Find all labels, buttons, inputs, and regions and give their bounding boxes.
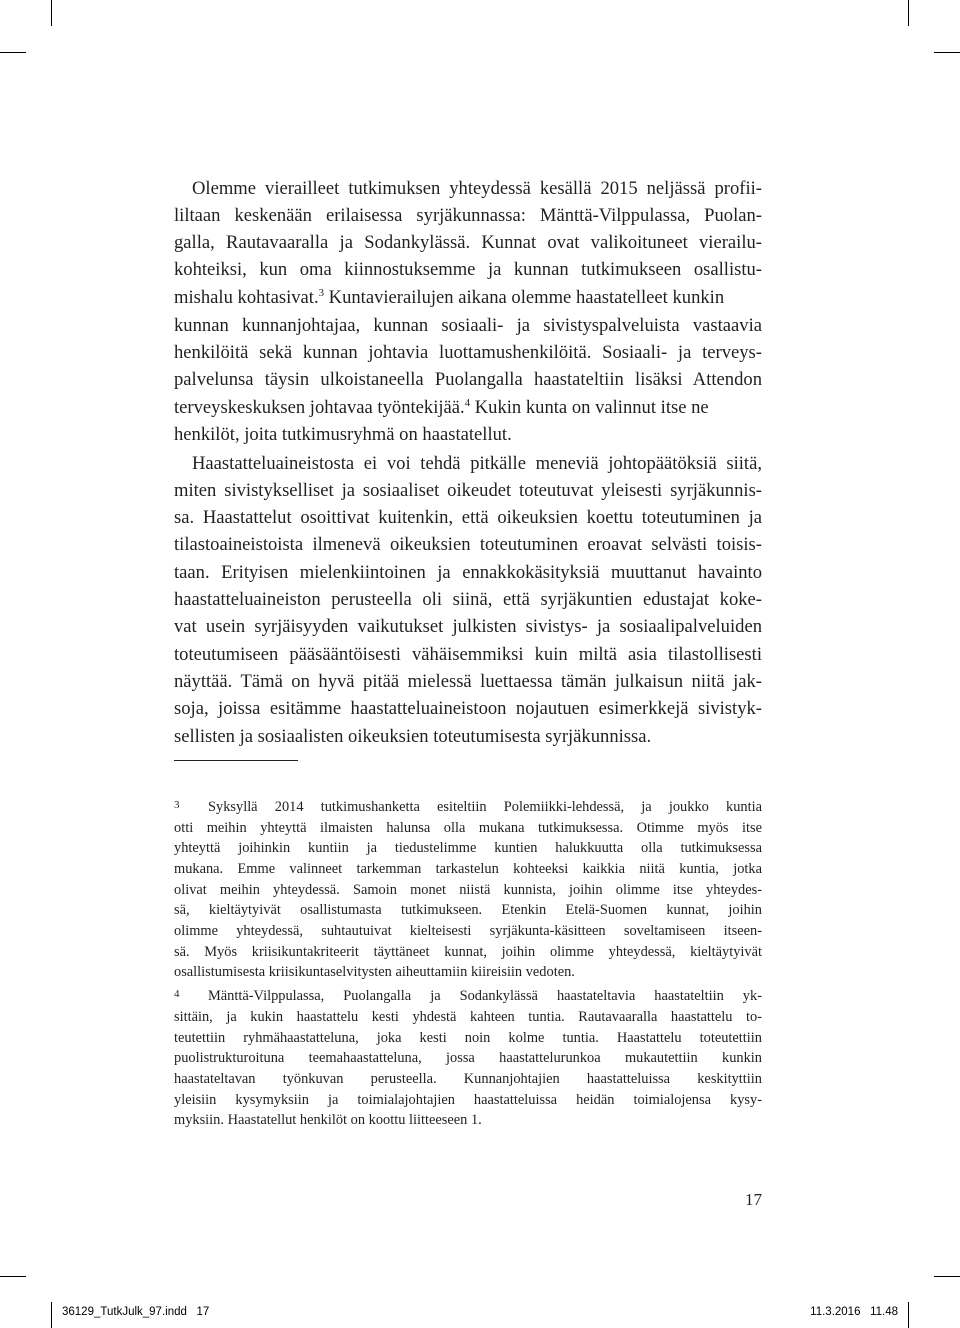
footnote-ref[interactable]: 3 [318, 287, 324, 299]
footnote-rule [174, 760, 298, 761]
crop-mark [51, 1302, 52, 1328]
footnote-line: mukana. Emme valinneet tarkemman tarkastelun kohteeksi kaikkia niitä kuntia, jotka [174, 861, 762, 877]
text-line: galla, Rautavaaralla ja Sodankylässä. Kunnat ovat valikoituneet vierailu- [174, 232, 762, 253]
text-line: kunnan kunnanjohtajaa, kunnan sosiaali- ja sivistyspalveluista vastaavia [174, 315, 762, 336]
text-line: sellisten ja sosiaalisten oikeuksien toteutumisesta syrjäkunnissa. [174, 726, 652, 747]
footnote-line: puolistrukturoituna teemahaastatteluna, jossa haastattelurunkoa mukautettiin kunkin [174, 1050, 762, 1066]
page-number: 17 [745, 1190, 762, 1209]
text-line: Olemme vierailleet tutkimuksen yhteydessä kesällä 2015 neljässä profii- [192, 178, 762, 199]
crop-mark [934, 52, 960, 53]
footnote-line: otti meihin yhteyttä ilmaisten halunsa olla mukana tutkimuksessa. Otimme myös itse [174, 820, 762, 836]
text-line: henkilöitä sekä kunnan johtavia luottamushenkilöitä. Sosiaali- ja terveys- [174, 342, 762, 363]
footnote-number: 3 [174, 799, 180, 811]
text-line: tilastoaineistoista ilmenevä oikeuksien toteutuminen eroavat selvästi toisis- [174, 534, 762, 555]
footnote-line: myksiin. Haastatellut henkilöt on koottu liitteeseen 1. [174, 1112, 482, 1128]
text-line: toteutumiseen pääsääntöisesti vähäisemmiksi kuin miltä asia tilastollisesti [174, 644, 762, 665]
text-line: palvelunsa täysin ulkoistaneella Puolangalla haastateltiin lisäksi Attendon [174, 369, 762, 390]
text-line: henkilöt, joita tutkimusryhmä on haastatellut. [174, 424, 512, 445]
text-line: haastatteluaineiston perusteella oli siinä, että syrjäkuntien edustajat koke- [174, 589, 762, 610]
crop-mark [0, 52, 26, 53]
crop-mark [934, 1276, 960, 1277]
footnote-line: yhteyttä joihinkin kuntiin ja tiedustelimme kuntien halukkuutta olla tutkimuksessa [174, 840, 762, 856]
text-line: sa. Haastattelut osoittivat kuitenkin, että oikeuksien koettu toteutuminen ja [174, 507, 762, 528]
footnote-line: haastateltavan työnkuvan perusteella. Kunnanjohtajien haastatteluissa keskityttiin [174, 1071, 762, 1087]
text-line: vat usein syrjäisyyden vaikutukset julkisten sivistys- ja sosiaalipalveluiden [174, 616, 762, 637]
footnote-line: olivat meihin yhteydessä. Samoin monet niistä kunnista, joihin olimme itse yhteydes- [174, 882, 762, 898]
footnote-line: teutettiin ryhmähaastatteluna, joka kesti noin kolme tuntia. Haastattelu toteutettiin [174, 1030, 762, 1046]
crop-mark [51, 0, 52, 26]
text-line: kohteiksi, kun oma kiinnostuksemme ja kunnan tutkimukseen osallistu- [174, 259, 762, 280]
text-line: terveyskeskuksen johtavaa työntekijää.$^4$ Kukin kunta on valinnut itse ne [174, 397, 709, 418]
footnote-line: olimme yhteydessä, suhtautuivat kielteisesti syrjäkunta-käsitteen soveltamiseen itseen- [174, 923, 762, 939]
crop-mark [908, 1302, 909, 1328]
footnote-line: sittäin, ja kukin haastattelu kesti yhdestä kahteen tuntia. Rautavaaralla haastattelu to- [174, 1009, 762, 1025]
text-line: soja, joissa esitämme haastatteluaineistoon nojautuen esimerkkejä sivistyk- [174, 698, 762, 719]
footnote-line: sä. Myös kriisikuntakriteerit täyttäneet kunnat, joihin olimme yhteydessä, kieltäytyivät [174, 944, 762, 960]
text-line: Haastatteluaineistosta ei voi tehdä pitkälle meneviä johtopäätöksiä siitä, [192, 453, 762, 474]
footnote-number: 4 [174, 988, 180, 1000]
slug-date: 11.3.2016 11.48 [810, 1306, 898, 1318]
crop-mark [908, 0, 909, 26]
footnote-line: Syksyllä 2014 tutkimushanketta esiteltiin Polemiikki-lehdessä, ja joukko kuntia [208, 799, 762, 815]
footnote-line: sä, kieltäytyivät osallistumasta tutkimukseen. Etenkin Etelä-Suomen kunnat, joihin [174, 902, 762, 918]
footnote-line: osallistumisesta kriisikuntaselvitysten aiheuttamiin kiireisiin vedoten. [174, 964, 575, 980]
text-line: mishalu kohtasivat.$^3$ Kuntavierailujen aikana olemme haastatelleet kunkin [174, 287, 725, 308]
footnote-line: yleisiin kysymyksiin ja toimialajohtajien haastatteluissa heidän toimialojensa kysy- [174, 1092, 762, 1108]
slug-filename: 36129_TutkJulk_97.indd 17 [62, 1306, 210, 1318]
crop-mark [0, 1276, 26, 1277]
footnote-ref[interactable]: 4 [464, 397, 471, 409]
text-line: liltaan keskenään erilaisessa syrjäkunnassa: Mänttä-Vilppulassa, Puolan- [174, 205, 762, 226]
text-line: taan. Erityisen mielenkiintoinen ja ennakkokäsityksiä muuttanut havainto [174, 562, 762, 583]
footnote-line: Mänttä-Vilppulassa, Puolangalla ja Sodankylässä haastateltavia haastateltiin yk- [208, 988, 762, 1004]
text-line: miten sivistykselliset ja sosiaaliset oikeudet toteutuvat yleisesti syrjäkunnis- [174, 480, 762, 501]
text-line: näyttää. Tämä on hyvä pitää mielessä luettaessa tämän julkaisun niitä jak- [174, 671, 762, 692]
